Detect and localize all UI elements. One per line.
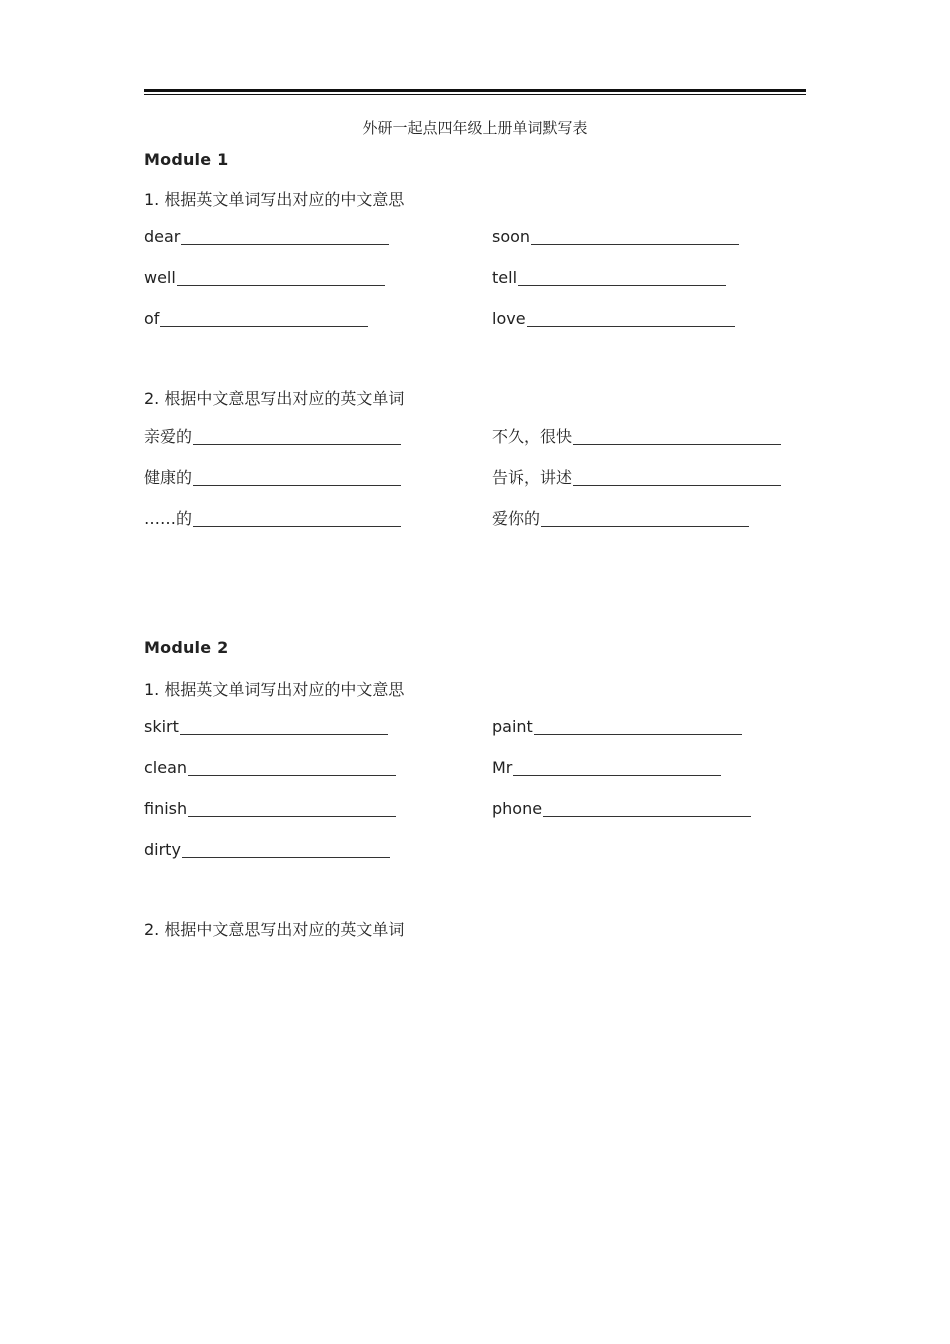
answer-blank[interactable] [188,800,396,817]
vocab-item [144,840,390,860]
vocab-item [144,758,396,778]
vocab-word: skirt [144,717,179,736]
module-2-section-1-title: 1. 根据英文单词写出对应的中文意思 [144,680,405,699]
vocab-item [144,509,401,529]
answer-blank[interactable] [518,269,726,286]
module-2-heading: Module 2 [144,638,229,657]
vocab-item [144,799,396,819]
vocab-word: clean [144,758,188,777]
vocab-item [144,468,401,488]
vocab-item [492,758,721,778]
vocab-word: Mr [492,758,513,777]
vocab-item [492,427,781,447]
answer-blank[interactable] [193,510,401,527]
module-1-section-1-title: 1. 根据英文单词写出对应的中文意思 [144,190,405,209]
vocab-word: well [144,268,176,287]
vocab-item [492,717,742,737]
vocab-word: dear [144,227,181,246]
vocab-word: 告诉，讲述 [492,468,573,487]
vocab-item [492,227,739,247]
vocab-word: finish [144,799,188,818]
answer-blank[interactable] [182,841,390,858]
vocab-item [144,309,368,329]
vocab-word: dirty [144,840,181,859]
answer-blank[interactable] [531,228,739,245]
answer-blank[interactable] [193,469,401,486]
vocab-word: 不久，很快 [492,427,573,446]
module-1-section-2-title: 2. 根据中文意思写出对应的英文单词 [144,389,405,408]
answer-blank[interactable] [534,718,742,735]
header-rule-thin [144,94,806,95]
vocab-word: soon [492,227,531,246]
vocab-item [492,468,781,488]
vocab-item [144,268,385,288]
vocab-word: phone [492,799,543,818]
vocab-item [492,799,751,819]
vocab-word: love [492,309,526,328]
answer-blank[interactable] [188,759,396,776]
vocab-word: 健康的 [144,468,193,487]
vocab-word: of [144,309,160,328]
vocab-word: ……的 [144,509,193,528]
answer-blank[interactable] [160,310,368,327]
answer-blank[interactable] [193,428,401,445]
vocab-item [492,309,735,329]
answer-blank[interactable] [527,310,735,327]
answer-blank[interactable] [573,469,781,486]
document-title: 外研一起点四年级上册单词默写表 [362,119,588,137]
vocab-item [492,509,749,529]
vocab-item [144,717,388,737]
answer-blank[interactable] [181,228,389,245]
vocab-item [144,227,389,247]
answer-blank[interactable] [177,269,385,286]
answer-blank[interactable] [573,428,781,445]
answer-blank[interactable] [513,759,721,776]
vocab-word: 亲爱的 [144,427,193,446]
vocab-word: tell [492,268,518,287]
vocab-item [492,268,726,288]
answer-blank[interactable] [180,718,388,735]
vocab-word: paint [492,717,533,736]
vocab-word: 爱你的 [492,509,541,528]
vocab-item [144,427,401,447]
answer-blank[interactable] [543,800,751,817]
header-rule-thick [144,89,806,92]
answer-blank[interactable] [541,510,749,527]
module-2-section-2-title: 2. 根据中文意思写出对应的英文单词 [144,920,405,939]
module-1-heading: Module 1 [144,150,229,169]
